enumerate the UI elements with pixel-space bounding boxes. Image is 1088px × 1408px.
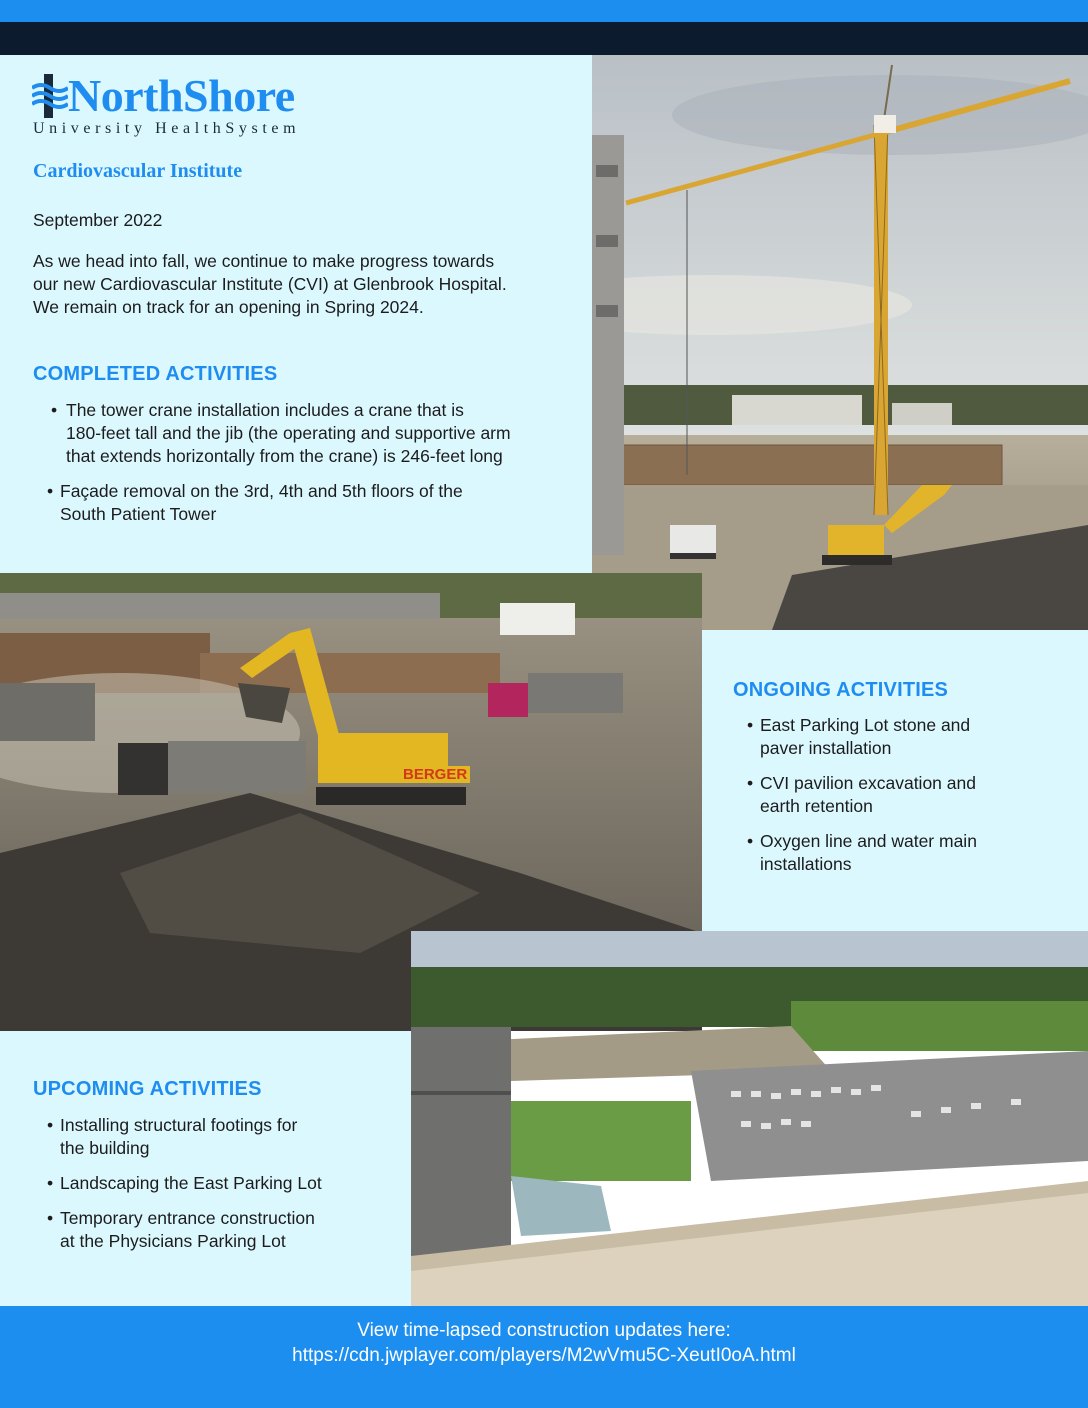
completed-list: [33, 399, 588, 538]
ongoing-list: [733, 714, 1073, 888]
update-date: September 2022: [33, 210, 163, 230]
ongoing-heading: ONGOING ACTIVITIES: [733, 679, 949, 701]
upcoming-list: [33, 1114, 403, 1265]
top-accent-strip: [0, 0, 1088, 22]
list-item: • Installing structural footings for the building: [47, 1115, 298, 1158]
list-item: • CVI pavilion excavation and earth retention: [747, 773, 976, 816]
intro-paragraph: [33, 250, 583, 319]
aerial-site-photo: [411, 931, 1088, 1307]
institute-title: Cardiovascular Institute: [33, 160, 243, 182]
brand-name: NorthShore: [68, 70, 295, 121]
excavator-brand-label: BERGER: [400, 766, 470, 783]
top-dark-bar: [0, 22, 1088, 55]
list-item: • The tower crane installation includes a crane that is 180-feet tall and the jib (the operating and supportive arm that extends horizontally from the crane) is 246-feet long: [51, 400, 511, 466]
footer-caption: View time-lapsed construction updates here:: [357, 1320, 731, 1341]
footer-banner: [0, 1306, 1088, 1408]
list-item: • Oxygen line and water main installations: [747, 831, 977, 874]
intro-line: our new Cardiovascular Institute (CVI) at Glenbrook Hospital.: [33, 274, 507, 294]
intro-line: We remain on track for an opening in Spring 2024.: [33, 297, 424, 317]
northshore-logo: [32, 70, 382, 140]
tower-crane-photo: [592, 55, 1088, 630]
list-item: • East Parking Lot stone and paver installation: [747, 715, 971, 758]
intro-line: As we head into fall, we continue to make progress towards: [33, 251, 495, 271]
completed-heading: COMPLETED ACTIVITIES: [33, 363, 278, 385]
timelapse-link[interactable]: https://cdn.jwplayer.com/players/M2wVmu5C-XeutI0oA.html: [292, 1345, 796, 1366]
list-item: • Landscaping the East Parking Lot: [47, 1173, 322, 1193]
northshore-cross-wave-logo-icon: [32, 74, 68, 118]
upcoming-heading: UPCOMING ACTIVITIES: [33, 1078, 262, 1100]
list-item: • Façade removal on the 3rd, 4th and 5th floors of the South Patient Tower: [47, 481, 463, 524]
list-item: • Temporary entrance construction at the Physicians Parking Lot: [47, 1208, 315, 1251]
brand-subtitle: University HealthSystem: [33, 120, 301, 137]
